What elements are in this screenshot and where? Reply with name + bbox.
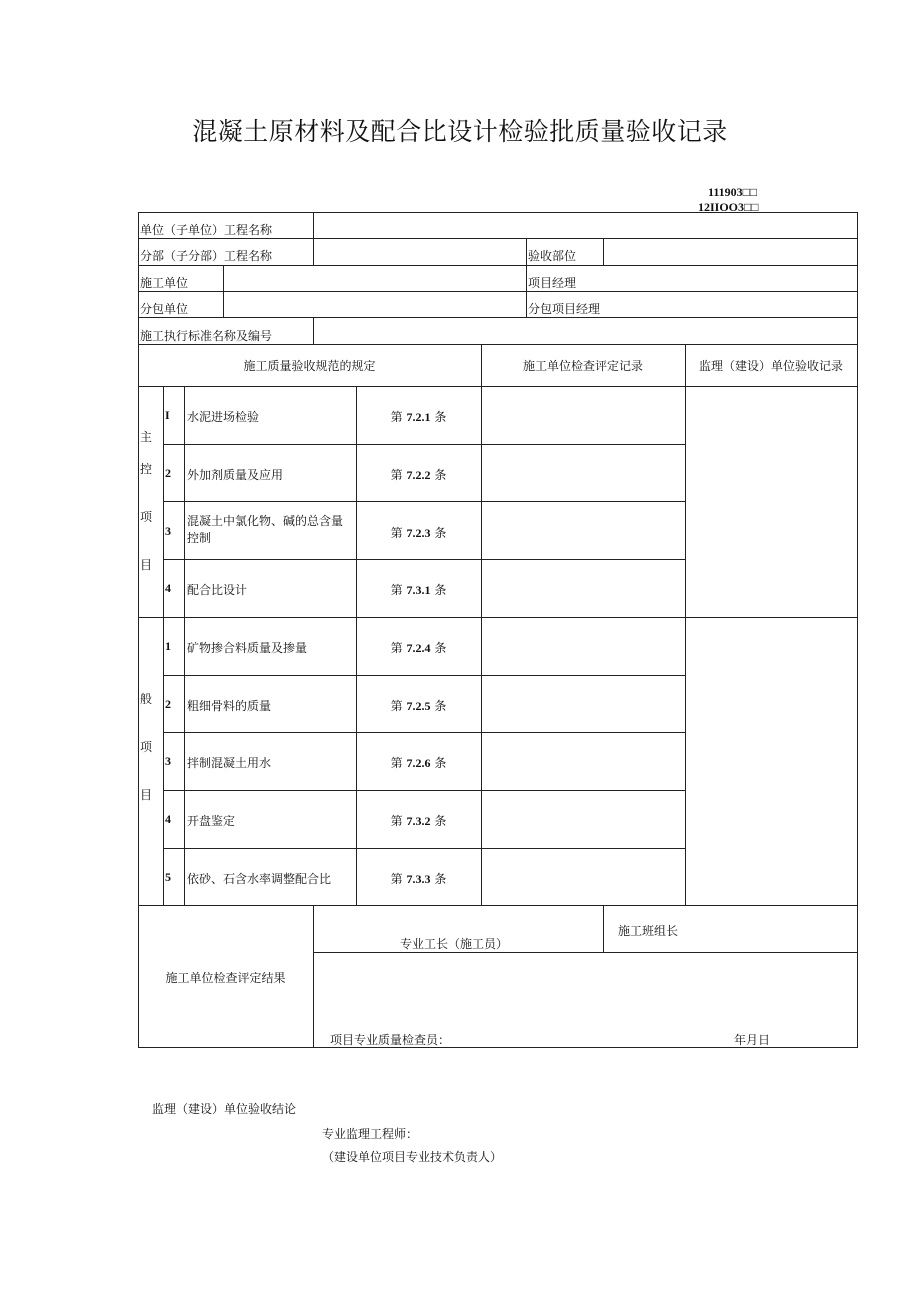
subdivision-label: 分部（子分部）工程名称 [140,249,273,263]
main-group-char: 控 [140,462,153,476]
result-label: 施工单位检查评定结果 [165,971,286,985]
team-leader-label: 施工班组长 [618,924,679,938]
general-item-no: 3 [165,754,171,768]
form-code-2: 12IIOO3□□ [698,200,759,214]
sub-project-manager-label: 分包项目经理 [528,302,601,316]
inspector-label: 项目专业质量检查员： [330,1033,451,1047]
project-manager-label: 项目经理 [528,276,577,290]
result-date: 年月日 [734,1033,771,1047]
owner-representative-label: （建设单位项目专业技术负责人） [322,1150,503,1164]
main-item-clause: 第 7.2.1 条 [390,410,447,424]
subcontractor-label: 分包单位 [140,302,189,316]
general-item-no: 5 [165,870,171,884]
main-group-char: 项 [140,510,153,524]
general-group-char: 项 [140,740,153,754]
main-item-name: 外加剂质量及应用 [187,468,284,482]
main-item-no: 4 [165,581,171,595]
general-item-no: 1 [165,639,171,653]
main-item-no: I [165,408,170,422]
general-item-clause: 第 7.3.2 条 [390,814,447,828]
main-item-clause: 第 7.3.1 条 [390,583,447,597]
acceptance-part-label: 验收部位 [528,249,577,263]
unit-project-label: 单位（子单位）工程名称 [140,223,273,237]
main-item-name: 水泥进场检验 [187,410,260,424]
general-item-name: 拌制混凝土用水 [187,756,272,770]
general-group-char: 般 [140,692,153,706]
general-group-char: 目 [140,788,153,802]
main-item-clause: 第 7.2.2 条 [390,468,447,482]
general-item-clause: 第 7.3.3 条 [390,872,447,886]
col-spec-header: 施工质量验收规范的规定 [243,359,376,373]
general-item-no: 2 [165,697,171,711]
page-title: 混凝土原材料及配合比设计检验批质量验收记录 [192,117,728,146]
main-item-no: 2 [165,466,171,480]
supervision-conclusion-label: 监理（建设）单位验收结论 [152,1102,297,1116]
standard-label: 施工执行标准名称及编号 [140,329,273,343]
general-item-clause: 第 7.2.5 条 [390,699,447,713]
general-item-name: 开盘鉴定 [187,814,236,828]
main-item-no: 3 [165,524,171,538]
general-item-name: 矿物掺合料质量及掺量 [187,641,308,655]
main-group-char: 主 [140,430,153,444]
general-item-clause: 第 7.2.6 条 [390,756,447,770]
form-code-1: 111903□□ [708,185,758,199]
main-item-name: 配合比设计 [187,583,248,597]
general-item-name: 依砂、石含水率调整配合比 [187,872,332,886]
general-item-name: 粗细骨料的质量 [187,699,272,713]
general-item-no: 4 [165,812,171,826]
foreman-label: 专业工长（施工员） [400,937,509,951]
main-item-clause: 第 7.2.3 条 [390,526,447,540]
col-check-record-header: 施工单位检查评定记录 [522,359,643,373]
supervising-engineer-label: 专业监理工程师： [322,1127,419,1141]
main-group-char: 目 [140,558,153,572]
col-supervision-header: 监理（建设）单位验收记录 [698,359,843,373]
main-item-name: 混凝土中氯化物、碱的总含量控制 [187,514,344,545]
construction-unit-label: 施工单位 [140,276,189,290]
general-item-clause: 第 7.2.4 条 [390,641,447,655]
